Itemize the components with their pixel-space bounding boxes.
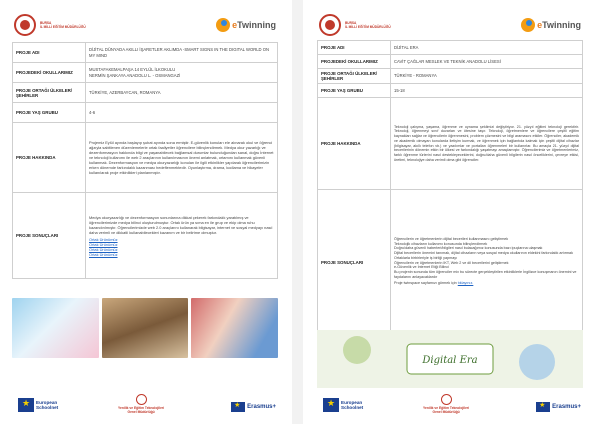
erasmus-logo <box>536 402 581 412</box>
ortak-urun-link[interactable]: Ortak Ürünümüz <box>89 241 118 247</box>
row-value: DİJİTAL DÜNYADA AKILLI İŞARETLER AKLIMDA -SMART SIGNS IN THE DIGITAL WORLD ON MY MIND <box>86 43 278 63</box>
twinning-e: e <box>232 20 238 30</box>
project-poster-image <box>12 298 99 358</box>
banner-graphic <box>317 330 583 388</box>
meb-seal-icon <box>319 14 341 36</box>
row-label: PROJE YAŞ GRUBU <box>13 103 86 123</box>
right-project-table <box>317 40 583 336</box>
row-value: Teknoloji çalışma, yaşama, öğrenme ve oynama şeklimizi değiştiriyor. 21. yüzyıl eğitimi teknoloji gerektirir. Teknoloji, öğrenmeyi sınıf duvarları ve ötesine taşır. Teknoloji, öğretmenlere ve öğrencilere çeşitli eğitim kaynakları sağlar ve öğrencilerin öğrenmesini, problem çözmesini ve bilgi aramasını etkiler. Öğrenciler, akademik ve akademik olmayan konularda iletişim kurmak, ve öğrenmek için bağlantıda kalmak için çeşitli dijital cihazlar (bilgisayar, akıllı telefon vb.) ve yazılımlar ve portalları öğrenmeleri bir kullanırlar. Bu amaçla 21. yüzyıl dijital becerilerinin dönemin etkin bir ülkesi ve farkındalığı yaşatmayı amaçlamıştır. Öğrencilerimiz ve öğretmenlerimiz, farklı öğrenme türlerini nasıl destekleyeceklerini, doğru/daha güvenli bilgilerin nasıl önceliklerini, çevreye etkisi, üretimi, teknolojiye daha verimli olma gibi öğrenciler. <box>391 98 583 190</box>
row-label: PROJE HAKKINDA <box>318 98 391 190</box>
yegitek-seal-icon <box>441 394 452 405</box>
twinning-rest: Twinning <box>237 20 276 30</box>
row-label: PROJE ADI <box>318 41 391 55</box>
eu-star-icon <box>323 398 339 412</box>
classroom-photo <box>102 298 189 358</box>
yegitek-seal-icon <box>136 394 147 405</box>
left-footer-logos <box>0 394 290 420</box>
eu-flag-icon <box>231 402 245 412</box>
header-logos <box>10 14 280 40</box>
row-value: 15-18 <box>391 84 583 98</box>
meb-logo <box>319 14 391 36</box>
row-value: DİJİTAL ERA <box>391 41 583 55</box>
page-gutter <box>292 0 303 424</box>
meb-logo <box>14 14 86 36</box>
header-logos <box>315 14 585 40</box>
yegitek-logo <box>118 394 164 414</box>
results-text: Medya okuryazarlığı ve dezenformasyon sonunlarına dikkat çekerek farkındalık yaratılmış ve öğrencilerimizde medya bilinci oluşturulmuştur. Ortak ürün ya sıma en ile grup ve ekip olma ruhu kazandırılmıştır. Öğrencilerimizde web 2.0 araçlarını kullanarak bilgisayar, internet ve sosyal medyayı nasıl daha verimli ve dikkatli kullanabilecekleri kazanım ve bir belirtme olmuştur. <box>89 214 273 235</box>
row-label: PROJE ORTAĞI ÜLKELER/ŞEHİRLER <box>318 69 391 84</box>
row-label: PROJE SONUÇLARI <box>318 190 391 336</box>
eu-flag-icon <box>536 402 550 412</box>
row-label: PROJE ORTAĞI ÜLKELER/ŞEHİRLER <box>13 83 86 103</box>
ortak-urun-link[interactable]: Ortak Ürünümüz <box>89 246 118 252</box>
twinning-e: e <box>537 20 543 30</box>
meb-line1: BURSA <box>345 21 357 25</box>
etwinning-mark-icon <box>521 18 535 32</box>
banner-title: Digital Era <box>422 355 478 366</box>
row-value: CAVİT ÇAĞLAR MESLEK VE TEKNİK ANADOLU LİSESİ <box>391 55 583 69</box>
meb-seal-icon <box>14 14 36 36</box>
yeg-line2: Yenilik ve Eğitim Teknolojileri <box>118 406 165 410</box>
row-value: Projemiz Eylül ayında başlayıp şubat ayında sona ermiştir. E-güvenlik konuları ele alınarak okul ve öğrenci ağzıyla sabitlenen düzenlemelerle ortak faaliyetler öğrencilere bilinçlendirmek. Medya okur yazarlığı ve dezenformasyon hakkında bilgi ve yaşanabilecek bağlamsal durumlar bulunduğundan sanal, doğru İnternet ve teknoloji kullanımı ile web 2 araçlarının kullanılmasının önemi anlatmak, ortamını kullanmak güvenli kullanmak. Dezenformasyon ve medya okuryazarlığı konuları ile ilgili etkinlikler yapılarak öğrencilerimizin erken dönemde farkındalık kazanması hedeflenmektedir. Oyunlaştırma, drama, kodlama ve hikayeler kullanılarak proje etkinlikleri planlanmıştır. <box>86 123 278 193</box>
digital-era-banner-image <box>317 330 583 388</box>
meb-line2: İL MİLLİ EĞİTİM MÜDÜRLÜĞÜ <box>345 25 391 29</box>
eu-line1: European <box>36 400 58 405</box>
twinspace-text: Proje twinspace sayfamızı görmek için <box>394 281 458 286</box>
erasmus-text: Erasmus+ <box>552 404 581 410</box>
eu-star-icon <box>18 398 34 412</box>
ortak-urun-link[interactable]: Ortak Ürünümüz <box>89 236 118 242</box>
results-cell <box>86 193 278 279</box>
yegitek-logo <box>423 394 469 414</box>
erasmus-text: Erasmus+ <box>247 404 276 410</box>
row-label: PROJE YAŞ GRUBU <box>318 84 391 98</box>
european-schoolnet-logo <box>18 398 58 412</box>
erasmus-logo <box>231 402 276 412</box>
yeg-line3: Genel Müdürlüğü <box>432 410 460 414</box>
row-label: PROJE ADI <box>13 43 86 63</box>
etwinning-logo <box>216 18 276 32</box>
results-text: Öğrencilerin ve öğretmenlerin dijital becerileri kullanmasını geliştirmek Teknolojik cihazların kullanımı konusunda bilinçlendirmek Doğru/daha güvenli haberleri/bilgileri nasıl bulacağımız konusunda bazı ipuçlarına ulaşmak Dijital becerilerin önemini tanımak, dijital cihazların veya sosyal medya okullarının eldekini farkındalık artırmak Ortaklarla birbirleriyle iş birliği yapmayı Öğrencilerin ve öğretmenlerin IKT, Web 2 ve dil becerilerini geliştirmek e-Güvenlik ve İnternet Etiği Bilinci Bu projenin sonunda tüm öğrenciler mix bu sürecte gerçekleştirilen etkinliklerle İngilizce konuşmanın önemini ve faydalarını anlayacaklardır <box>394 236 577 279</box>
eu-line2: Schoolnet <box>341 405 364 410</box>
row-value: MUSTAFAKEMALPAŞA 14 EYLÜL İLKOKULU NERMİN ŞANKAYA ANADOLU L. - OSMANGAZİ <box>86 63 278 83</box>
left-photo-strip <box>12 298 278 358</box>
right-footer-logos <box>305 394 595 420</box>
row-label: PROJEDEKİ OKULLARIMIZ <box>318 55 391 69</box>
meb-line1: BURSA <box>40 21 52 25</box>
etwinning-logo <box>521 18 581 32</box>
yeg-line2: Yenilik ve Eğitim Teknolojileri <box>423 406 470 410</box>
meb-line2: İL MİLLİ EĞİTİM MÜDÜRLÜĞÜ <box>40 25 86 29</box>
right-page <box>305 0 595 424</box>
ortak-urun-link[interactable]: Ortak Ürünümüz <box>89 251 118 257</box>
eu-line1: European <box>341 400 363 405</box>
row-label: PROJE SONUÇLARI <box>13 193 86 279</box>
yeg-line3: Genel Müdürlüğü <box>127 410 155 414</box>
european-schoolnet-logo <box>323 398 363 412</box>
left-page <box>0 0 290 424</box>
activity-photo <box>191 298 278 358</box>
eu-line2: Schoolnet <box>36 405 59 410</box>
twinspace-line <box>394 281 579 286</box>
row-label: PROJEDEKİ OKULLARIMIZ <box>13 63 86 83</box>
row-label: PROJE HAKKINDA <box>13 123 86 193</box>
row-value: 4-6 <box>86 103 278 123</box>
results-cell <box>391 190 583 336</box>
twinspace-link[interactable]: tıklayınız. <box>457 281 474 286</box>
left-project-table <box>12 42 278 279</box>
twinning-rest: Twinning <box>542 20 581 30</box>
etwinning-mark-icon <box>216 18 230 32</box>
row-value: TÜRKİYE, AZERBAYCAN, ROMANYA <box>86 83 278 103</box>
row-value: TÜRKİYE - ROMANYA <box>391 69 583 84</box>
